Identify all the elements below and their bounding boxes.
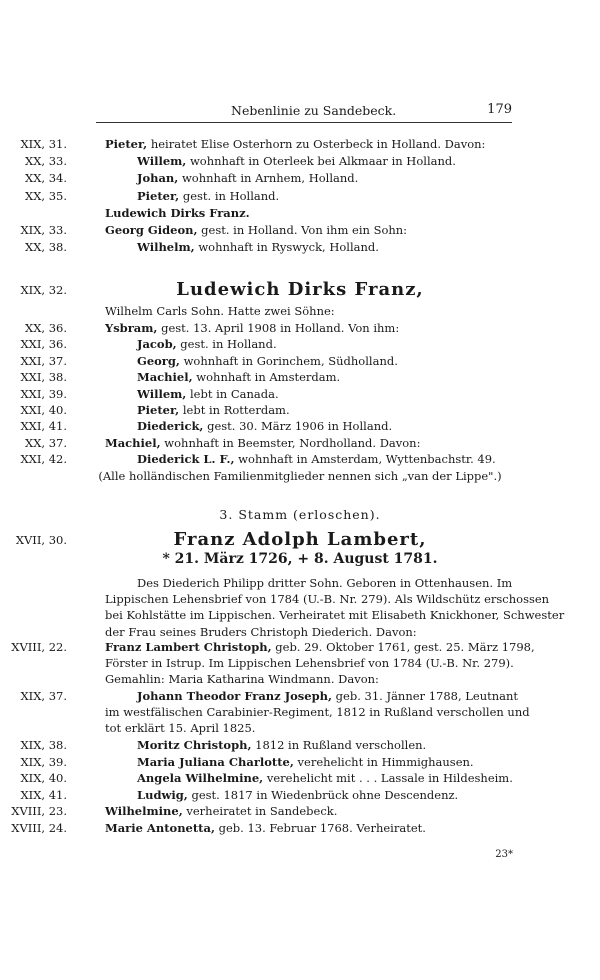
stamm-heading: 3. Stamm (erloschen).: [219, 507, 381, 522]
generation-number: XIX, 38.: [20, 738, 67, 752]
entry-text: [105, 821, 426, 835]
person-name: Moritz Christoph,: [137, 738, 252, 752]
entry-row: [0, 419, 600, 435]
entry-text: [105, 223, 407, 237]
person-name: Jacob,: [137, 337, 177, 352]
entry-detail: heiratet Elise Osterhorn zu Osterbeck in Holland. Davon:: [147, 137, 486, 151]
entry-text: [105, 321, 399, 335]
person-name: Marie Antonetta,: [105, 821, 215, 835]
entry-text: [137, 755, 474, 769]
entry-text: [105, 206, 250, 220]
entry-text: [105, 436, 420, 450]
entry-text: [137, 354, 398, 368]
life-dates: * 21. März 1726, + 8. August 1781.: [162, 551, 438, 567]
person-name: Maria Juliana Charlotte,: [137, 754, 294, 769]
section-heading-row: [0, 279, 600, 300]
entry-row: [0, 240, 600, 256]
entry-row: [0, 804, 600, 820]
person-name: Franz Lambert Christoph,: [105, 640, 272, 654]
entry-text: [137, 171, 358, 185]
entry-row: [0, 755, 600, 771]
generation-number: XXI, 39.: [20, 386, 67, 401]
entry-detail: geb. 29. Oktober 1761, gest. 25. März 1798,: [271, 640, 535, 654]
entry-text: [137, 689, 518, 703]
generation-number: XIX, 41.: [20, 787, 67, 802]
person-name: Johan,: [137, 171, 179, 186]
generation-number: XX, 37.: [25, 435, 67, 450]
entry-text: [137, 387, 279, 401]
generation-number: XIX, 37.: [20, 689, 67, 703]
generation-number: XX, 38.: [25, 240, 67, 255]
entry-text: [137, 771, 513, 785]
entry-detail: lebt in Rotterdam.: [179, 403, 290, 417]
entry-detail: gest. in Holland.: [176, 337, 277, 352]
entry-detail: gest. in Holland. Von ihm ein Sohn:: [197, 223, 408, 237]
person-name: Pieter,: [105, 137, 148, 151]
generation-number: XIX, 32.: [20, 283, 67, 297]
person-name: Wilhelm,: [137, 240, 195, 255]
entry-detail: gest. 13. April 1908 in Holland. Von ihm:: [157, 321, 400, 335]
person-name: Georg,: [137, 353, 180, 368]
entry-detail: wohnhaft in Amsterdam, Wyttenbachstr. 49.: [234, 452, 496, 467]
generation-number: XX, 36.: [25, 321, 67, 335]
entry-text: [137, 240, 379, 254]
page-number: 179: [487, 102, 512, 117]
entry-detail: verehelicht in Himmighausen.: [293, 754, 474, 769]
entry-row: [0, 452, 600, 468]
entry-row: [0, 154, 600, 170]
entry-row: [0, 640, 600, 656]
entry-text: [137, 370, 340, 384]
entry-continuation: Gemahlin: Maria Katharina Windmann. Davon:: [105, 672, 379, 686]
person-name: Georg Gideon,: [105, 223, 198, 237]
person-name: Ludewich Dirks Franz.: [105, 205, 250, 220]
person-name: Ludwig,: [137, 787, 188, 802]
person-name: Wilhelmine,: [105, 804, 183, 819]
entry-detail: 1812 in Rußland verschollen.: [251, 738, 427, 752]
entry-row: [0, 354, 600, 370]
person-name: Diederick L. F.,: [137, 452, 235, 467]
entry-detail: wohnhaft in Oterleek bei Alkmaar in Holland.: [186, 154, 456, 169]
generation-number: XXI, 42.: [20, 452, 67, 467]
entry-row: [0, 206, 600, 222]
entry-row: [0, 189, 600, 205]
entry-detail: gest. in Holland.: [179, 188, 280, 203]
person-name: Johann Theodor Franz Joseph,: [137, 689, 333, 703]
entry-row: [0, 771, 600, 787]
entry-text: [105, 137, 485, 151]
entry-row: [0, 137, 600, 153]
person-name: Willem,: [137, 386, 187, 401]
signature-mark: 23*: [495, 849, 513, 860]
entry-row: [0, 788, 600, 804]
section-heading-row: [0, 529, 600, 550]
entry-text: [137, 738, 426, 752]
entry-row: [0, 321, 600, 337]
generation-number: XXI, 41.: [20, 419, 67, 434]
person-name: Diederick,: [137, 419, 204, 434]
person-name: Willem,: [137, 154, 187, 169]
generation-number: XXI, 40.: [20, 403, 67, 417]
entry-detail: wohnhaft in Gorinchem, Südholland.: [179, 353, 398, 368]
generation-number: XIX, 33.: [20, 223, 67, 237]
generation-number: XX, 33.: [25, 154, 67, 169]
entry-text: [105, 640, 535, 654]
generation-number: XVIII, 23.: [11, 804, 67, 819]
generation-number: XVIII, 24.: [11, 821, 67, 835]
section-intro: Wilhelm Carls Sohn. Hatte zwei Söhne:: [105, 304, 335, 318]
entry-detail: verehelicht mit . . . Lassale in Hildesheim.: [263, 771, 513, 786]
person-name: Ysbram,: [105, 321, 158, 335]
entry-row: [0, 370, 600, 386]
entry-continuation: Förster in Istrup. Im Lippischen Lehensbrief von 1784 (U.-B. Nr. 279).: [105, 656, 514, 670]
entry-row: [0, 387, 600, 403]
generation-number: XIX, 40.: [20, 771, 67, 786]
section-heading: Ludewich Dirks Franz,: [176, 279, 424, 300]
entry-row: [0, 171, 600, 187]
person-name: Angela Wilhelmine,: [137, 771, 264, 786]
entry-text: [137, 189, 279, 203]
entry-detail: lebt in Canada.: [186, 386, 279, 401]
entry-continuation: tot erklärt 15. April 1825.: [105, 721, 256, 735]
entry-detail: verheiratet in Sandebeck.: [182, 804, 338, 819]
person-name: Machiel,: [105, 435, 161, 450]
entry-text: [105, 804, 337, 818]
section-heading: Franz Adolph Lambert,: [173, 529, 427, 550]
entry-text: [137, 788, 458, 802]
entry-text: [137, 154, 456, 168]
family-note: (Alle holländischen Familienmitglieder nennen sich „van der Lippe".): [98, 469, 502, 483]
paragraph-line: bei Kohlstätte im Lippischen. Verheiratet mit Elisabeth Knickhoner, Schwester: [105, 608, 565, 623]
entry-detail: geb. 13. Februar 1768. Verheiratet.: [214, 821, 426, 835]
generation-number: XX, 34.: [25, 171, 67, 186]
entry-detail: wohnhaft in Ryswyck, Holland.: [194, 240, 379, 255]
paragraph-line: Des Diederich Philipp dritter Sohn. Geboren in Ottenhausen. Im: [137, 576, 513, 590]
entry-text: [137, 337, 277, 351]
entry-detail: wohnhaft in Arnhem, Holland.: [178, 171, 359, 186]
generation-number: XVII, 30.: [15, 533, 67, 547]
entry-detail: gest. 30. März 1906 in Holland.: [203, 419, 393, 434]
running-header: [96, 100, 512, 123]
person-name: Pieter,: [137, 188, 180, 203]
person-name: Pieter,: [137, 403, 180, 417]
entry-row: [0, 738, 600, 754]
entry-row: [0, 403, 600, 419]
paragraph-line: der Frau seines Bruders Christoph Diederich. Davon:: [105, 624, 417, 639]
paragraph-line: Lippischen Lehensbrief von 1784 (U.-B. Nr. 279). Als Wildschütz erschossen: [105, 592, 550, 607]
generation-number: XIX, 39.: [20, 754, 67, 769]
entry-continuation: im westfälischen Carabinier-Regiment, 1812 in Rußland verschollen und: [105, 705, 530, 719]
biography-paragraph: [105, 575, 565, 640]
entry-detail: wohnhaft in Beemster, Nordholland. Davon:: [160, 435, 421, 450]
generation-number: XXI, 37.: [20, 353, 67, 368]
entry-text: [137, 419, 392, 433]
header-title: Nebenlinie zu Sandebeck.: [231, 103, 397, 118]
generation-number: XXI, 38.: [20, 370, 67, 385]
entry-text: [137, 403, 290, 417]
entry-row: [0, 689, 600, 705]
generation-number: XX, 35.: [25, 188, 67, 203]
generation-number: XIX, 31.: [20, 137, 67, 151]
generation-number: XXI, 36.: [20, 337, 67, 352]
entry-row: [0, 337, 600, 353]
entry-row: [0, 223, 600, 239]
entry-detail: geb. 31. Jänner 1788, Leutnant: [332, 689, 519, 703]
person-name: Machiel,: [137, 370, 193, 385]
entry-row: [0, 821, 600, 837]
entry-row: [0, 436, 600, 452]
generation-number: XVIII, 22.: [11, 640, 67, 654]
entry-detail: wohnhaft in Amsterdam.: [192, 370, 341, 385]
entry-detail: gest. 1817 in Wiedenbrück ohne Descendenz.: [187, 787, 459, 802]
entry-text: [137, 452, 496, 466]
